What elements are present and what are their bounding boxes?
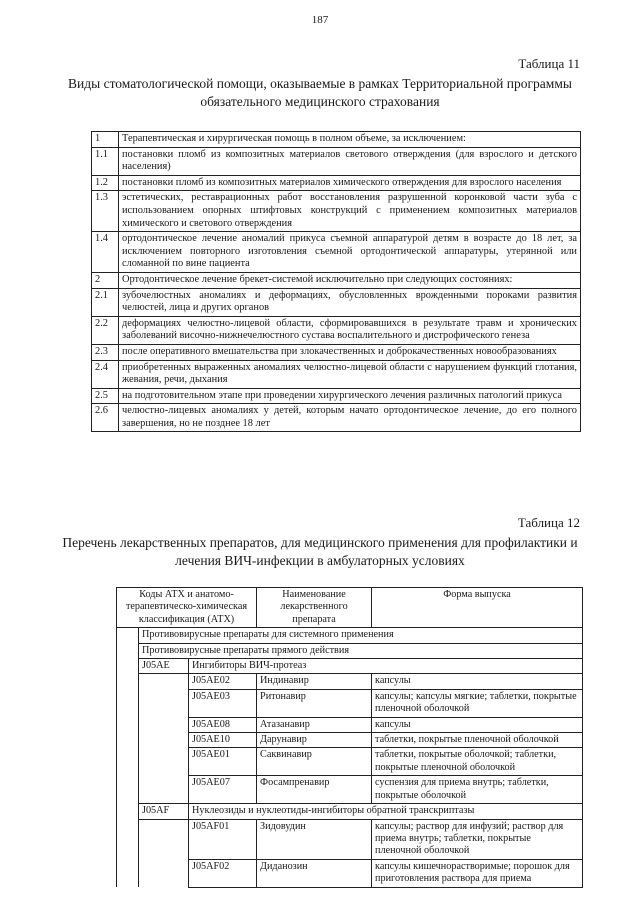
drug-code: J05AE08 (189, 717, 257, 732)
row-text: эстетических, реставрационных работ восстановления разрушенной коронковой части зуба с использованием опорных штифтовых конструкций с применением композитных материалов химического и светового отверждения (119, 191, 581, 232)
group-label: Противовирусные препараты прямого действия (139, 643, 583, 658)
subgroup-code: J05AF (139, 804, 189, 819)
table12 (116, 587, 583, 888)
row-number: 2.6 (92, 404, 119, 432)
table11-row (92, 404, 581, 432)
drug-row (117, 819, 583, 859)
row-number: 2.3 (92, 344, 119, 360)
drug-name: Индинавир (257, 674, 372, 689)
drug-code: J05AE07 (189, 776, 257, 804)
row-text: Терапевтическая и хирургическая помощь в полном объеме, за исключением: (119, 132, 581, 148)
header-name: Наименование лекарственного препарата (257, 588, 372, 628)
drug-row (117, 859, 583, 887)
drug-row (117, 776, 583, 804)
row-number: 2.2 (92, 316, 119, 344)
drug-name: Фосампренавир (257, 776, 372, 804)
subgroup-row (117, 804, 583, 819)
table11-row (92, 147, 581, 175)
drug-form: капсулы (372, 674, 583, 689)
row-text: на подготовительном этапе при проведении хирургического лечения различных патологий прикуса (119, 388, 581, 404)
drug-code: J05AE02 (189, 674, 257, 689)
page-number: 187 (311, 14, 329, 26)
drug-name: Диданозин (257, 859, 372, 887)
row-text: зубочелюстных аномалиях и деформациях, обусловленных врожденными пороками развития челюстей, лица и других органов (119, 288, 581, 316)
row-number: 1.3 (92, 191, 119, 232)
drug-code: J05AE01 (189, 748, 257, 776)
drug-name: Атазанавир (257, 717, 372, 732)
drug-name: Дарунавир (257, 733, 372, 748)
row-number: 1.1 (92, 147, 119, 175)
table11 (91, 131, 581, 432)
table11-row (92, 272, 581, 288)
row-text: Ортодонтическое лечение брекет-системой исключительно при следующих состояниях: (119, 272, 581, 288)
table11-row (92, 175, 581, 191)
table11-row (92, 191, 581, 232)
table11-row (92, 316, 581, 344)
row-text: после оперативного вмешательства при злокачественных и доброкачественных новообразованиях (119, 344, 581, 360)
table12-title: Перечень лекарственных препаратов, для медицинского применения для профилактики и лечения ВИЧ-инфекции в амбулаторных условиях (62, 535, 578, 568)
drug-form: капсулы (372, 717, 583, 732)
group-row (117, 643, 583, 658)
drug-code: J05AF01 (189, 819, 257, 859)
row-text: ортодонтическое лечение аномалий прикуса съемной аппаратурой детям в возрасте до 18 лет, за исключением повторного изготовления съемной ортодонтической аппаратуры, утерянной или сломанной по вине пациента (119, 232, 581, 273)
drug-form: капсулы кишечнорастворимые; порошок для приготовления раствора для приема (372, 859, 583, 887)
table12-header-row (117, 588, 583, 628)
group-row (117, 628, 583, 643)
header-codes: Коды АТХ и анатомо-терапевтическо-химическая классификация (АТХ) (117, 588, 257, 628)
drug-form: таблетки, покрытые пленочной оболочкой (372, 733, 583, 748)
table11-row (92, 388, 581, 404)
subgroup-row (117, 659, 583, 674)
row-text: челюстно-лицевых аномалиях у детей, которым начато ортодонтическое лечение, до его полного завершения, но не позднее 18 лет (119, 404, 581, 432)
table11-row (92, 132, 581, 148)
header-form: Форма выпуска (372, 588, 583, 628)
table11-caption: Таблица 11 (518, 56, 580, 71)
drug-code: J05AE10 (189, 733, 257, 748)
row-text: постановки пломб из композитных материалов светового отверждения (для взрослого и детского населения) (119, 147, 581, 175)
drug-form: суспензия для приема внутрь; таблетки, покрытые оболочкой (372, 776, 583, 804)
row-text: постановки пломб из композитных материалов химического отверждения для взрослого населения (119, 175, 581, 191)
drug-row (117, 748, 583, 776)
table11-row (92, 288, 581, 316)
drug-row (117, 674, 583, 689)
row-number: 1.4 (92, 232, 119, 273)
table11-title: Виды стоматологической помощи, оказываемые в рамках Территориальной программы обязательного медицинского страхования (68, 76, 572, 109)
drug-name: Ритонавир (257, 689, 372, 717)
row-number: 2.5 (92, 388, 119, 404)
drug-name: Саквинавир (257, 748, 372, 776)
drug-row (117, 717, 583, 732)
drug-row (117, 733, 583, 748)
drug-name: Зидовудин (257, 819, 372, 859)
row-number: 2.4 (92, 360, 119, 388)
drug-code: J05AF02 (189, 859, 257, 887)
table12-caption: Таблица 12 (517, 515, 580, 530)
drug-form: таблетки, покрытые оболочкой; таблетки, покрытые пленочной оболочкой (372, 748, 583, 776)
subgroup-code: J05AE (139, 659, 189, 674)
drug-form: капсулы; капсулы мягкие; таблетки, покрытые пленочной оболочкой (372, 689, 583, 717)
row-number: 2.1 (92, 288, 119, 316)
table11-row (92, 344, 581, 360)
drug-form: капсулы; раствор для инфузий; раствор для приема внутрь; таблетки, покрытые пленочной оболочкой (372, 819, 583, 859)
drug-row (117, 689, 583, 717)
row-number: 1.2 (92, 175, 119, 191)
row-text: деформациях челюстно-лицевой области, сформировавшихся в результате травм и хронических заболеваний височно-нижнечелюстного сустава воспалительного и дистрофического генеза (119, 316, 581, 344)
subgroup-name: Нуклеозиды и нуклеотиды-ингибиторы обратной транскриптазы (189, 804, 583, 819)
drug-code: J05AE03 (189, 689, 257, 717)
row-text: приобретенных выраженных аномалиях челюстно-лицевой области с нарушением функций глотания, жевания, речи, дыхания (119, 360, 581, 388)
row-number: 1 (92, 132, 119, 148)
table11-row (92, 360, 581, 388)
group-label: Противовирусные препараты для системного применения (139, 628, 583, 643)
subgroup-name: Ингибиторы ВИЧ-протеаз (189, 659, 583, 674)
table11-row (92, 232, 581, 273)
row-number: 2 (92, 272, 119, 288)
